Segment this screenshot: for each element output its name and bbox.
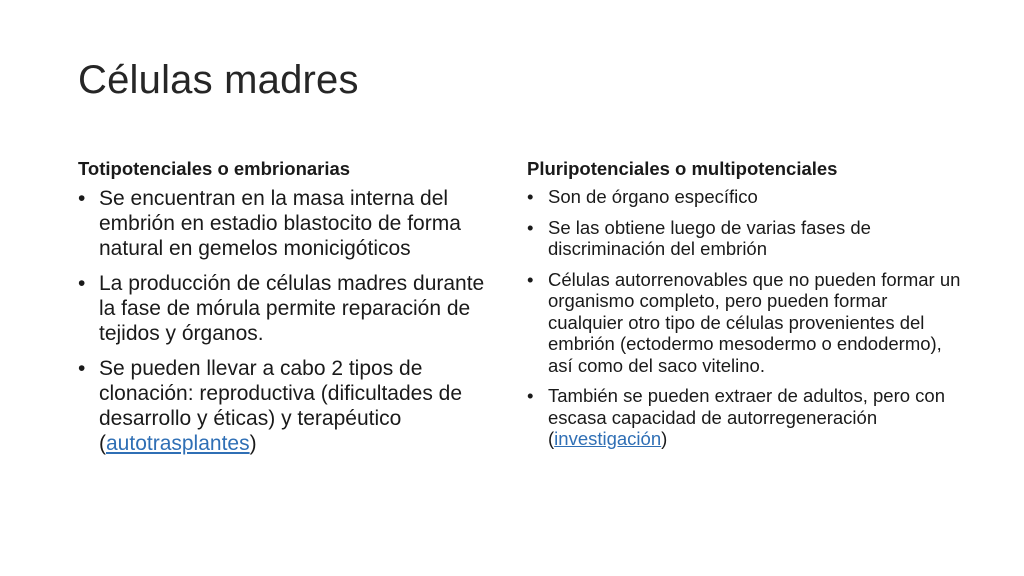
bullet-icon: • (78, 272, 86, 295)
bullet-icon: • (527, 385, 534, 406)
bullet-text (99, 357, 462, 455)
left-bullet-list (78, 186, 498, 456)
list-item (527, 269, 967, 377)
investigacion-link[interactable]: investigación (554, 428, 662, 449)
bullet-icon: • (527, 216, 534, 238)
list-item (78, 271, 498, 346)
bullet-text-post: ) (249, 432, 257, 455)
autotrasplantes-link[interactable]: autotrasplantes (106, 432, 250, 455)
list-item (78, 356, 498, 456)
bullet-text-pre: Se pueden llevar a cabo 2 tipos de clonación: reproductiva (dificultades de desarrollo y éticas) y terapéutico ( (99, 357, 463, 455)
bullet-text (548, 385, 945, 449)
bullet-icon: • (527, 268, 534, 290)
bullet-text: Células autorrenovables que no pueden formar un organismo completo, pero pueden formar cualquier otro tipo de células provenientes del embrión (ectodermo mesodermo o endodermo), así como del saco vitelino. (548, 268, 961, 376)
bullet-text: Se las obtiene luego de varias fases de discriminación del embrión (548, 216, 871, 259)
bullet-text: La producción de células madres durante la fase de mórula permite reparación de tejidos y órganos. (99, 272, 485, 345)
bullet-text: Son de órgano específico (548, 186, 758, 207)
bullet-icon: • (78, 187, 86, 210)
right-bullet-list (527, 186, 967, 450)
list-item (78, 186, 498, 261)
bullet-icon: • (527, 186, 534, 207)
right-column (527, 156, 967, 459)
slide-title: Células madres (78, 58, 359, 102)
bullet-text-pre: También se pueden extraer de adultos, pero con escasa capacidad de autorregeneración ( (548, 385, 945, 449)
bullet-icon: • (78, 357, 86, 380)
left-column-heading: Totipotenciales o embrionarias (78, 158, 351, 179)
list-item (527, 186, 967, 208)
list-item (527, 385, 967, 450)
list-item (527, 217, 967, 260)
bullet-text-post: ) (661, 428, 668, 449)
bullet-text: Se encuentran en la masa interna del embrión en estadio blastocito de forma natural en gemelos monicigóticos (99, 187, 461, 260)
left-column (78, 156, 498, 466)
right-column-heading: Pluripotenciales o multipotenciales (527, 158, 838, 179)
